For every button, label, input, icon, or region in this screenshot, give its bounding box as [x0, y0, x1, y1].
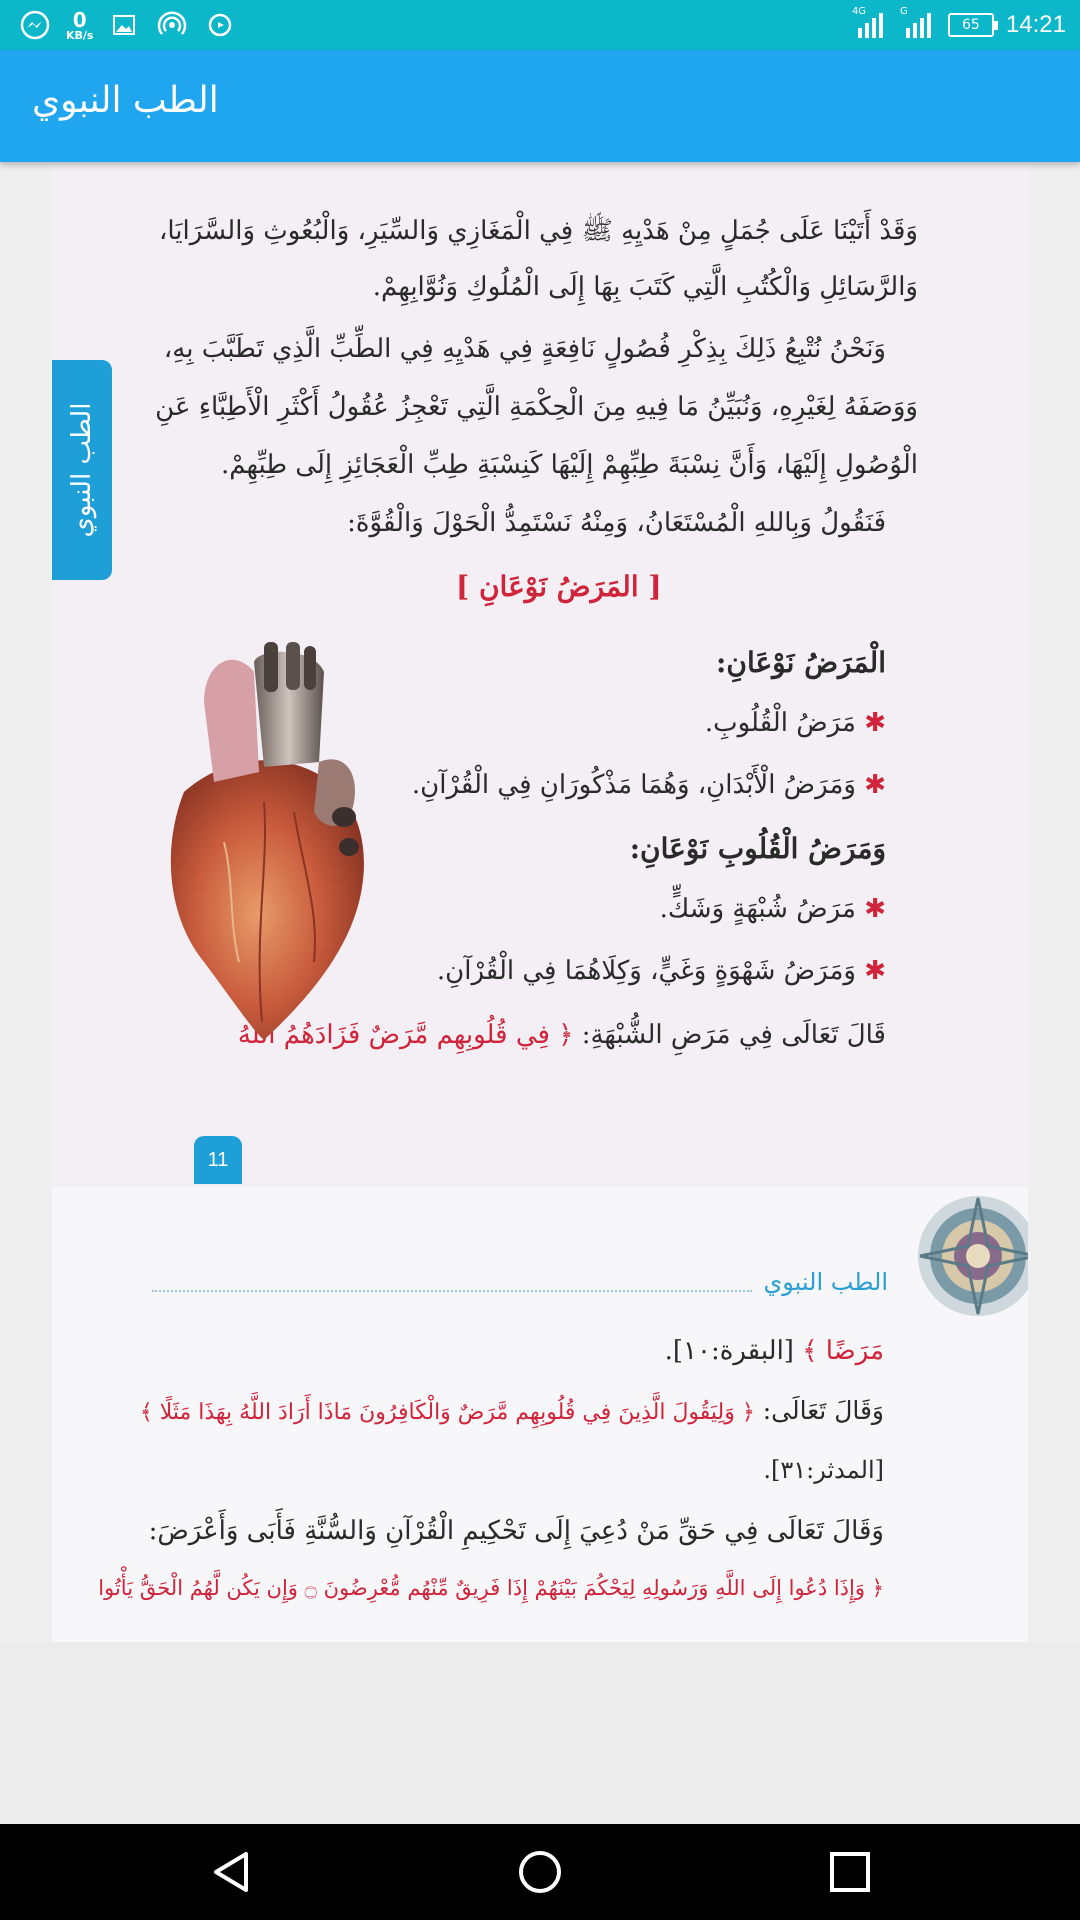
text-line-3: وَنَحْنُ نُتْبِعُ ذَلِكَ بِذِكْرِ فُصُولٍ نَافِعَةٍ فِي هَدْيِهِ فِي الطِّبِّ الَّذِي تَطَبَّبَ بِهِ،: [163, 334, 886, 364]
back-button[interactable]: [202, 1842, 262, 1902]
list-item-3: [660, 894, 886, 924]
image-icon: [107, 8, 141, 42]
list-item-3-text: مَرَضُ شُبْهَةٍ وَشَكٍّ.: [659, 894, 856, 924]
back-icon: [208, 1848, 256, 1896]
text-line-4: وَوَصَفَهُ لِغَيْرِهِ، وَنُبَيِّنُ مَا فِيهِ مِنَ الْحِكْمَةِ الَّتِي تَعْجِزُ عُقُولُ أَكْثَرِ الْأَطِبَّاءِ عَنِ: [155, 392, 918, 422]
book-page-12[interactable]: [52, 1186, 1028, 1642]
net2-label: G: [899, 6, 908, 17]
list-item-4: [437, 956, 886, 986]
quote-prefix-2: وَقَالَ تَعَالَى:: [762, 1396, 884, 1425]
text-line-6: فَنَقُولُ وَبِاللهِ الْمُسْتَعَانُ، وَمِنْهُ نَسْتَمِدُّ الْحَوْلَ وَالْقُوَّةَ:: [347, 508, 886, 538]
status-bar: [0, 0, 1080, 50]
book-viewer[interactable]: [0, 162, 1080, 1642]
surah-ref-1: [البقرة:١٠].: [664, 1336, 794, 1366]
battery-icon: [948, 13, 994, 37]
quote-prefix: قَالَ تَعَالَى فِي مَرَضِ الشُّبْهَةِ:: [581, 1020, 886, 1050]
speed-unit: KB/s: [66, 28, 94, 42]
chapter-side-tab: [52, 360, 112, 580]
text-line-2: وَالرَّسَائِلِ وَالْكُتُبِ الَّتِي كَتَبَ بِهَا إِلَى الْمُلُوكِ وَنُوَّابِهِمْ.: [372, 272, 918, 302]
list-intro: الْمَرَضُ نَوْعَانِ:: [716, 646, 886, 679]
text-line-p2-4: وَقَالَ تَعَالَى فِي حَقِّ مَنْ دُعِيَ إِلَى تَحْكِيمِ الْقُرْآنِ وَالسُّنَّةِ فَأَبَى وَأَعْرَضَ:: [148, 1516, 884, 1546]
bullet-icon: ✱: [864, 956, 886, 986]
verse-end: مَرَضًا ﴾: [802, 1336, 884, 1366]
messenger-icon: [18, 8, 52, 42]
list-item-2-text: وَمَرَضُ الْأَبْدَانِ، وَهُمَا مَذْكُورَانِ فِي الْقُرْآنِ.: [411, 770, 856, 800]
ornament-icon: [908, 1186, 1028, 1326]
navigation-bar: [0, 1824, 1080, 1920]
network-speed: [66, 7, 94, 42]
heart-illustration: [144, 642, 414, 1042]
recents-button[interactable]: [820, 1842, 880, 1902]
side-tab-label: الطب النبوي: [67, 402, 97, 538]
sub-intro: وَمَرَضُ الْقُلُوبِ نَوْعَانِ:: [629, 832, 886, 865]
surah-ref-2: [المدثر:٣١].: [763, 1456, 884, 1484]
home-icon: [516, 1848, 564, 1896]
list-item-1-text: مَرَضُ الْقُلُوبِ.: [704, 708, 856, 738]
verse-3: ﴿ وَإِذَا دُعُوا إِلَى اللَّهِ وَرَسُولِهِ لِيَحْكُمَ بَيْنَهُمْ إِذَا فَرِيقٌ مِّنْهُم مُّعْرِضُونَ ۝ وَإِن يَكُن لَّهُمُ الْحَقُّ يَأْتُوا: [98, 1576, 884, 1600]
hotspot-icon: [155, 8, 189, 42]
text-line-p2-1: [665, 1336, 884, 1366]
list-item-1: [705, 708, 886, 738]
page-header-title: الطب النبوي: [763, 1268, 888, 1296]
signal-icon: [852, 8, 888, 42]
list-item-2: [412, 770, 886, 800]
signal-icon-2: [900, 8, 936, 42]
sync-icon: [203, 8, 237, 42]
net1-label: 4G: [851, 6, 867, 17]
text-line-5: الْوُصُولِ إِلَيْهَا، وَأَنَّ نِسْبَةَ طِبِّهِمْ إِلَيْهَا كَنِسْبَةِ طِبِّ الْعَجَائِزِ إِلَى طِبِّهِمْ.: [220, 450, 918, 480]
quote-verse: ﴿ فِي قُلُوبِهِم مَّرَضٌ فَزَادَهُمُ اللَّهُ: [237, 1020, 574, 1050]
battery-level: 65: [962, 17, 980, 33]
app-title: الطب النبوي: [32, 80, 219, 121]
text-line-1: وَقَدْ أَتَيْنَا عَلَى جُمَلٍ مِنْ هَدْيِهِ ﷺ فِي الْمَغَازِي وَالسِّيَرِ، وَالْبُعُوثِ وَالسَّرَايَا،: [158, 216, 918, 246]
app-bar: [0, 50, 1080, 162]
book-page-11[interactable]: [52, 162, 1028, 1184]
recents-icon: [826, 1848, 874, 1896]
speed-value: 0: [72, 7, 87, 32]
page-number: 11: [194, 1136, 242, 1184]
header-divider: [152, 1290, 752, 1292]
bullet-icon: ✱: [864, 770, 886, 800]
clock: 14:21: [1005, 11, 1066, 38]
section-heading: [ المَرَضُ نَوْعَانِ ]: [456, 570, 662, 603]
bullet-icon: ✱: [864, 708, 886, 738]
list-item-4-text: وَمَرَضُ شَهْوَةٍ وَغَيٍّ، وَكِلَاهُمَا فِي الْقُرْآنِ.: [436, 956, 856, 986]
verse-2: ﴿ وَلِيَقُولَ الَّذِينَ فِي قُلُوبِهِم مَّرَضٌ وَالْكَافِرُونَ مَاذَا أَرَادَ اللَّهُ بِهَذَا مَثَلًا ﴾: [139, 1400, 755, 1425]
text-line-p2-2: [140, 1396, 884, 1425]
home-button[interactable]: [510, 1842, 570, 1902]
bullet-icon: ✱: [864, 894, 886, 924]
